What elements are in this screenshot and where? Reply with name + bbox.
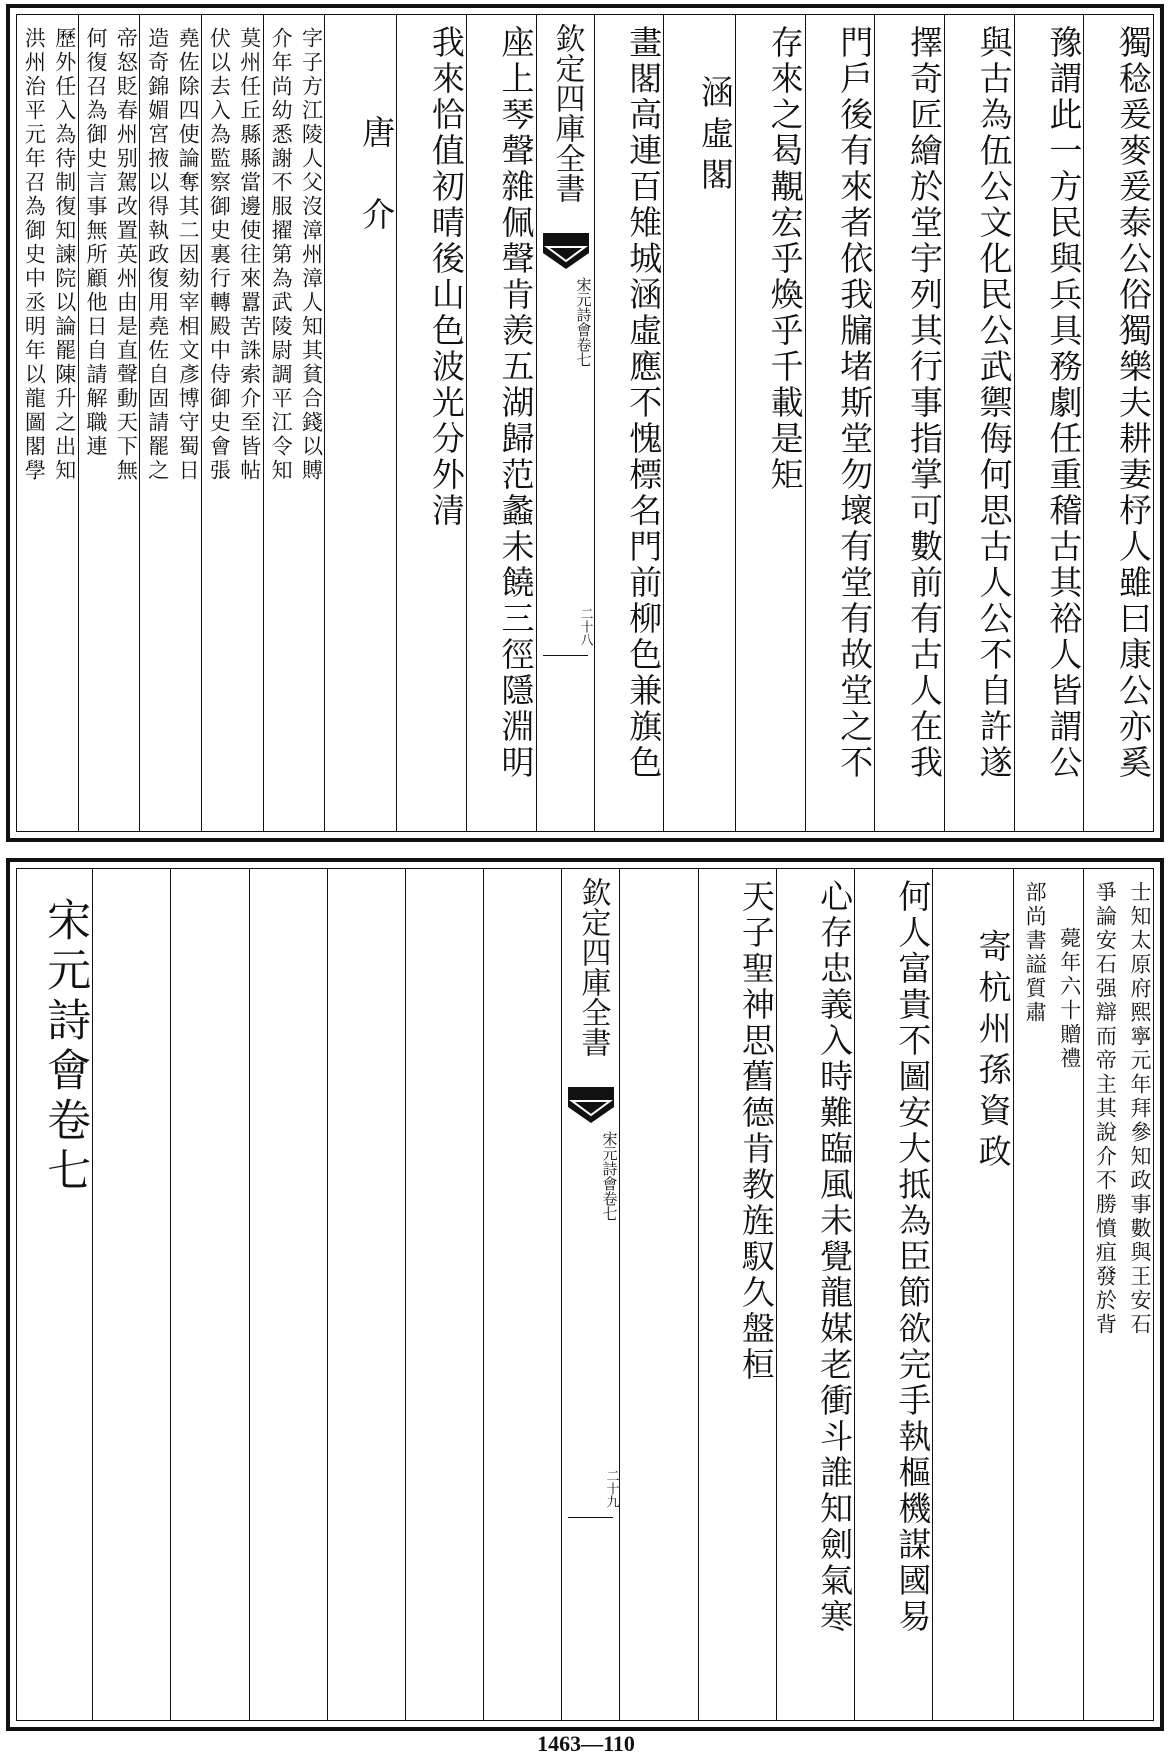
note-line: 部尚書謚質肅: [1023, 881, 1048, 1025]
volume-header: 宋元詩會卷七: [574, 277, 593, 367]
text-line: 座上琴聲雜佩聲肯羨五湖歸范蠡未饒三徑隱淵明: [466, 15, 536, 831]
center-fold: [561, 869, 619, 1720]
biography-note: [17, 15, 78, 831]
page-number: 二十八: [577, 607, 593, 646]
text-line: 心存忠義入時難臨風未覺龍媒老衝斗誰知劍氣寒: [776, 869, 854, 1720]
text-line: 天子聖神思舊德肯教旌馭久盤桓: [698, 869, 776, 1720]
text-line: 畫閣高連百雉城涵虛應不愧標名門前柳色兼旗色: [594, 15, 664, 831]
note-line: 士知太原府熙寧元年拜參知政事數與王安石: [1128, 881, 1152, 1337]
biography-note: [1013, 869, 1083, 1720]
empty-line: [170, 869, 248, 1720]
note-line: 薨年六十贈禮: [1057, 927, 1082, 1071]
biography-note: [78, 15, 140, 831]
note-line: 帝怒貶春州别駕改置英州由是直聲動天下無: [114, 27, 139, 483]
note-line: 莫州任丘縣縣當邊使往來囂苦誅索介至皆帖: [237, 27, 262, 483]
text-columns-bottom: [17, 869, 1153, 1720]
text-line: 何人富貴不圖安大抵為臣節欲完手執樞機謀國易: [854, 869, 932, 1720]
note-line: 造奇錦媚宮掖以得執政復用堯佐自固請罷之: [145, 27, 170, 483]
text-line: 豫謂此一方民與兵具務劇任重稽古其裕人皆謂公: [1014, 15, 1084, 831]
page-number-rule: [568, 1517, 613, 1518]
empty-line: [405, 869, 483, 1720]
empty-line: [619, 869, 697, 1720]
page-footer-number: 1463—110: [537, 1731, 635, 1756]
book-title: 欽定四庫全書: [575, 877, 611, 1057]
text-columns-top: [17, 15, 1153, 831]
note-line: 堯佐除四使論奪其二因劾宰相文彥博守蜀日: [176, 27, 201, 483]
biography-note: [201, 15, 263, 831]
text-line: 擇奇匠繪於堂宇列其行事指掌可數前有古人在我: [874, 15, 944, 831]
poem-title: 涵虛閣: [663, 15, 735, 831]
empty-line: [327, 869, 405, 1720]
note-line: 洪州治平元年召為御史中丞明年以龍圖閣學: [22, 27, 47, 483]
empty-line: [92, 869, 170, 1720]
note-line: 爭論安石强辯而帝主其說介不勝憤疽發於背: [1093, 881, 1118, 1337]
author-name: 唐 介: [324, 15, 396, 831]
empty-line: [483, 869, 561, 1720]
note-line: 字子方江陵人父沒漳州漳人知其貧合錢以賻: [299, 27, 324, 483]
note-line: 介年尚幼悉謝不服擢第為武陵尉調平江令知: [269, 27, 294, 483]
book-title: 欽定四庫全書: [549, 23, 585, 203]
text-line: 門戶後有來者依我牖堵斯堂勿壞有堂有故堂之不: [805, 15, 875, 831]
text-line: 我來恰值初晴後山色波光分外清: [396, 15, 466, 831]
page-top: [6, 4, 1164, 842]
fish-tail-icon: [543, 233, 589, 269]
biography-note: [139, 15, 201, 831]
poem-title: 寄杭州孫資政: [932, 869, 1012, 1720]
page-number: 二十九: [603, 1469, 619, 1508]
text-line: 存來之曷覯宏乎煥乎千載是矩: [735, 15, 805, 831]
biography-note: [1083, 869, 1153, 1720]
biography-note: [263, 15, 325, 831]
volume-end-title: 宋元詩會卷七: [39, 897, 91, 1197]
page-number-rule: [543, 655, 588, 656]
center-fold: [536, 15, 594, 831]
volume-header: 宋元詩會卷七: [600, 1131, 619, 1221]
text-line: 與古為伍公文化民公武禦侮何思古人公不自許遂: [944, 15, 1014, 831]
text-line: 獨稔爰麥爰泰公俗獨樂夫耕妻杼人雖曰康公亦奚: [1083, 15, 1153, 831]
page-bottom: [6, 858, 1164, 1731]
note-line: 歷外任入為待制復知諫院以論罷陳升之出知: [52, 27, 77, 483]
note-line: 伏以去入為監察御史裏行轉殿中侍御史會張: [207, 27, 232, 483]
empty-line: [249, 869, 327, 1720]
note-line: 何復召為御史言事無所顧他日自請解職連: [84, 27, 109, 459]
fish-tail-icon: [568, 1087, 614, 1123]
